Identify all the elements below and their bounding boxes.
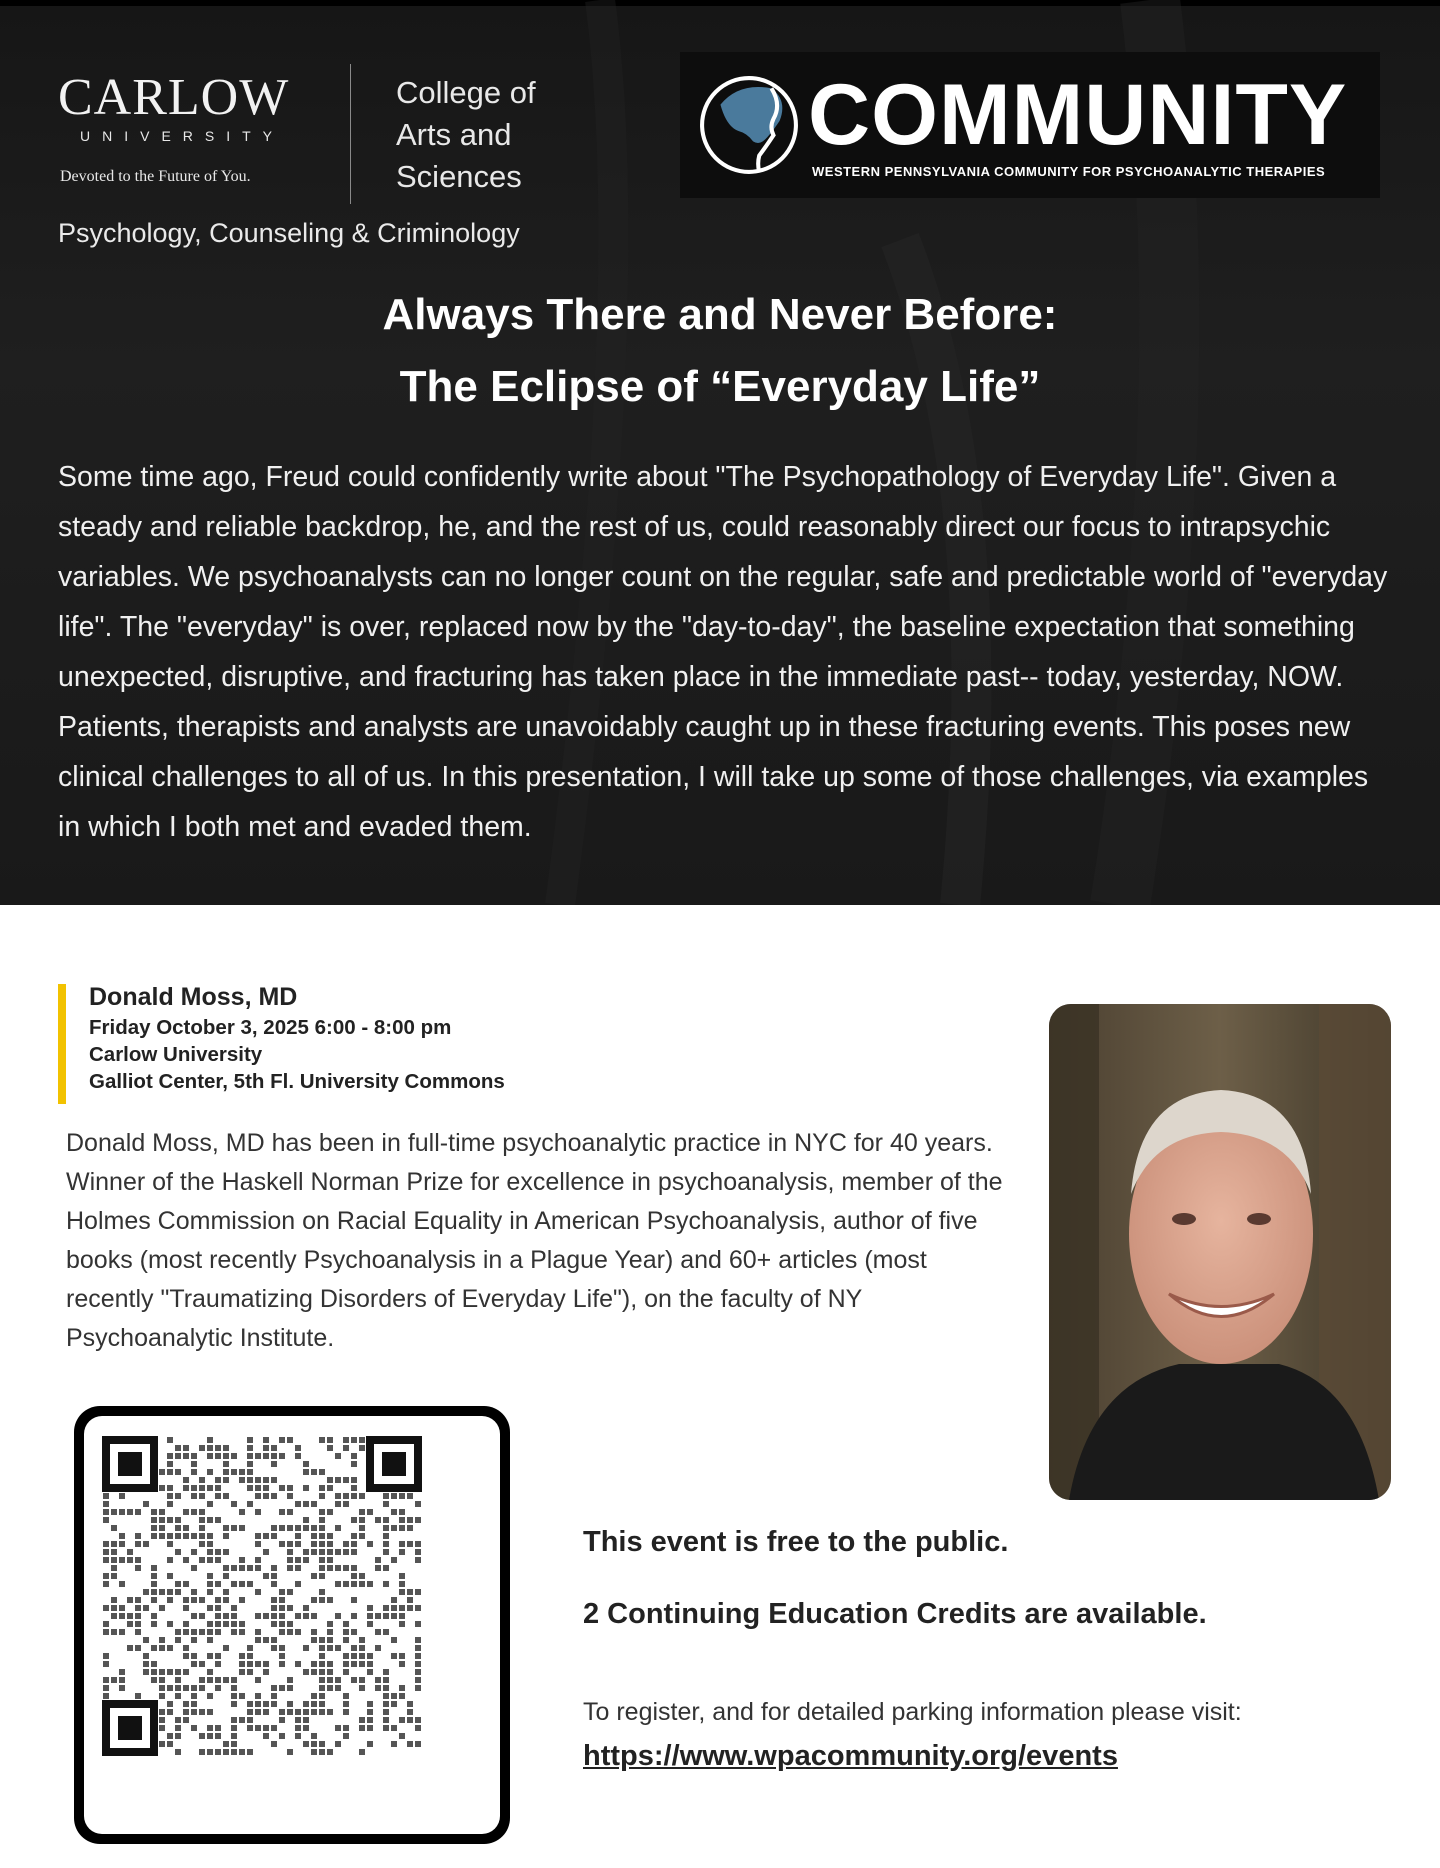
- qr-finder-top-left: [102, 1436, 158, 1492]
- college-name: [396, 72, 536, 198]
- free-event-note: This event is free to the public.: [583, 1526, 1009, 1558]
- register-link[interactable]: https://www.wpacommunity.org/events: [583, 1740, 1118, 1772]
- register-instruction: To register, and for detailed parking information please visit:: [583, 1698, 1242, 1726]
- qr-finder-bottom-left: [102, 1700, 158, 1756]
- qr-code-frame[interactable]: [74, 1406, 510, 1844]
- header-banner: [0, 0, 1440, 905]
- carlow-logo-wordmark: CARLOW: [58, 69, 290, 126]
- speaker-name: Donald Moss, MD: [89, 983, 298, 1011]
- accent-bar: [58, 984, 66, 1104]
- community-head-profile-icon: [698, 74, 800, 176]
- event-abstract: Some time ago, Freud could confidently write about "The Psychopathology of Everyday Life". Given a steady and reliable backdrop, he, and the rest of us, could reasonably direct our focus to intrapsychic variables. We psychoanalysts can no longer count on the regular, safe and predictable world of "everyday life". The "everyday" is over, replaced now by the "day-to-day", the baseline expectation that something unexpected, disruptive, and fracturing has taken place in the immediate past-- today, yesterday, NOW. Patients, therapists and analysts are unavoidably caught up in these fracturing events. This poses new clinical challenges to all of us. In this presentation, I will take up some of those challenges, via examples in which I both met and evaded them.: [58, 461, 1388, 843]
- community-logo-box: [680, 52, 1380, 198]
- event-title-line-1: Always There and Never Before:: [382, 290, 1058, 339]
- college-line-1: College of: [396, 75, 536, 110]
- qr-finder-top-right: [366, 1436, 422, 1492]
- event-room: Galliot Center, 5th Fl. University Commons: [89, 1070, 505, 1093]
- qr-code-pattern: [84, 1416, 500, 1834]
- department-name: Psychology, Counseling & Criminology: [58, 218, 520, 248]
- college-line-2: Arts and: [396, 117, 512, 152]
- community-title: COMMUNITY: [808, 67, 1348, 163]
- event-title-line-2: The Eclipse of “Everyday Life”: [399, 362, 1041, 411]
- college-line-3: Sciences: [396, 159, 522, 194]
- carlow-logo-university: UNIVERSITY: [80, 128, 285, 144]
- speaker-photo: [1049, 1004, 1391, 1500]
- carlow-tagline: Devoted to the Future of You.: [60, 168, 251, 185]
- event-venue: Carlow University: [89, 1043, 263, 1066]
- qr-code[interactable]: [84, 1416, 500, 1834]
- event-datetime: Friday October 3, 2025 6:00 - 8:00 pm: [89, 1016, 452, 1039]
- speaker-bio: Donald Moss, MD has been in full-time psychoanalytic practice in NYC for 40 years. Winner of the Haskell Norman Prize for excellence in psychoanalysis, member of the Holmes Commission on Racial Equality in American Psychoanalysis, author of five books (most recently Psychoanalysis in a Plague Year) and 60+ articles (most recently "Traumatizing Disorders of Everyday Life"), on the faculty of NY Psychoanalytic Institute.: [66, 1129, 1003, 1352]
- community-subtitle: WESTERN PENNSYLVANIA COMMUNITY FOR PSYCHOANALYTIC THERAPIES: [812, 164, 1326, 179]
- speaker-details: [89, 980, 505, 1095]
- logo-divider: [350, 64, 351, 204]
- ce-credits-note: 2 Continuing Education Credits are available.: [583, 1598, 1207, 1630]
